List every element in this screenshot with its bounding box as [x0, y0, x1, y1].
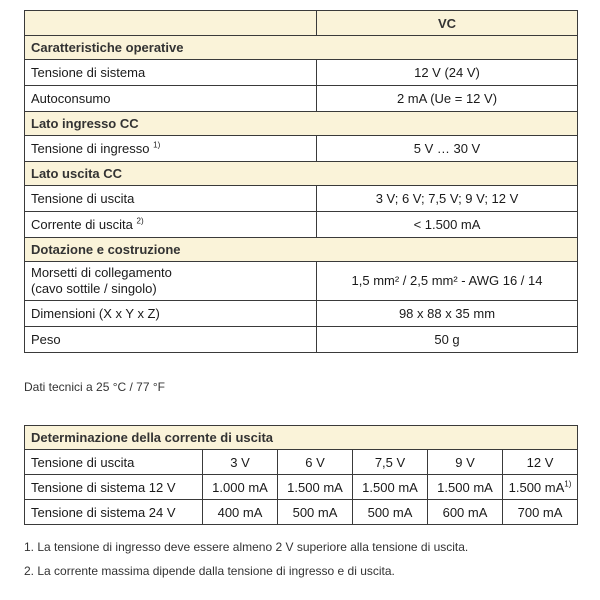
specs-table — [24, 10, 578, 353]
row-value: 2 mA (Ue = 12 V) — [317, 86, 578, 112]
table-row — [25, 136, 578, 162]
section-row — [25, 112, 578, 136]
cell: 500 mA — [278, 500, 353, 525]
table-row — [25, 186, 578, 212]
current-table-title-row — [25, 426, 578, 450]
table-row — [25, 60, 578, 86]
specs-header-vc: VC — [317, 11, 578, 36]
row-value: 1,5 mm² / 2,5 mm² - AWG 16 / 14 — [317, 262, 578, 301]
row-label-line2: (cavo sottile / singolo) — [31, 281, 157, 296]
table-row — [25, 86, 578, 112]
footnote-marker: 1) — [564, 479, 572, 489]
table-row — [25, 262, 578, 301]
cell: 1.500 mA — [353, 475, 428, 500]
current-table-container — [24, 425, 577, 525]
row-label: Dimensioni (X x Y x Z) — [25, 301, 317, 327]
row-label: Tensione di sistema 12 V — [25, 475, 203, 500]
row-label-cell — [25, 136, 317, 162]
cell-with-footnote — [503, 475, 578, 500]
row-label: Tensione di ingresso — [31, 141, 150, 156]
row-label: Tensione di sistema — [25, 60, 317, 86]
section-title: Lato ingresso CC — [25, 112, 578, 136]
row-label: Tensione di sistema 24 V — [25, 500, 203, 525]
cell: 1.500 mA — [508, 479, 565, 495]
cell: 1.500 mA — [428, 475, 503, 500]
table-row — [25, 475, 578, 500]
row-value: < 1.500 mA — [317, 212, 578, 238]
row-value: 98 x 88 x 35 mm — [317, 301, 578, 327]
table-row — [25, 500, 578, 525]
section-row — [25, 162, 578, 186]
footnote-1: 1. La tensione di ingresso deve essere almeno 2 V superiore alla tensione di uscita. — [24, 540, 469, 554]
header-cell: Tensione di uscita — [25, 450, 203, 475]
cell: 1.000 mA — [203, 475, 278, 500]
table-row — [25, 301, 578, 327]
cell: 400 mA — [203, 500, 278, 525]
row-value: 50 g — [317, 327, 578, 353]
section-title: Caratteristiche operative — [25, 36, 578, 60]
specs-header-blank — [25, 11, 317, 36]
specs-header-row — [25, 11, 578, 36]
row-label: Corrente di uscita — [31, 217, 133, 232]
section-row — [25, 238, 578, 262]
row-label: Autoconsumo — [25, 86, 317, 112]
header-cell: 12 V — [503, 450, 578, 475]
current-header-row — [25, 450, 578, 475]
cell: 600 mA — [428, 500, 503, 525]
section-row — [25, 36, 578, 60]
footnote-marker: 2) — [136, 216, 144, 226]
current-table-title: Determinazione della corrente di uscita — [25, 426, 578, 450]
table-row — [25, 212, 578, 238]
footnote-2: 2. La corrente massima dipende dalla tensione di ingresso e di uscita. — [24, 564, 395, 578]
header-cell: 3 V — [203, 450, 278, 475]
header-cell: 6 V — [278, 450, 353, 475]
header-cell: 9 V — [428, 450, 503, 475]
current-table — [24, 425, 578, 525]
cell: 700 mA — [503, 500, 578, 525]
cell: 500 mA — [353, 500, 428, 525]
row-label: Tensione di uscita — [25, 186, 317, 212]
table-row — [25, 327, 578, 353]
row-label-cell — [25, 262, 317, 301]
row-label: Peso — [25, 327, 317, 353]
footnote-marker: 1) — [153, 140, 161, 150]
section-title: Dotazione e costruzione — [25, 238, 578, 262]
row-label-cell — [25, 212, 317, 238]
section-title: Lato uscita CC — [25, 162, 578, 186]
specs-table-container — [24, 10, 577, 353]
row-label-line1: Morsetti di collegamento — [31, 265, 172, 280]
header-cell: 7,5 V — [353, 450, 428, 475]
row-value: 3 V; 6 V; 7,5 V; 9 V; 12 V — [317, 186, 578, 212]
cell: 1.500 mA — [278, 475, 353, 500]
row-value: 5 V … 30 V — [317, 136, 578, 162]
conditions-note: Dati tecnici a 25 °C / 77 °F — [24, 380, 165, 394]
row-value: 12 V (24 V) — [317, 60, 578, 86]
